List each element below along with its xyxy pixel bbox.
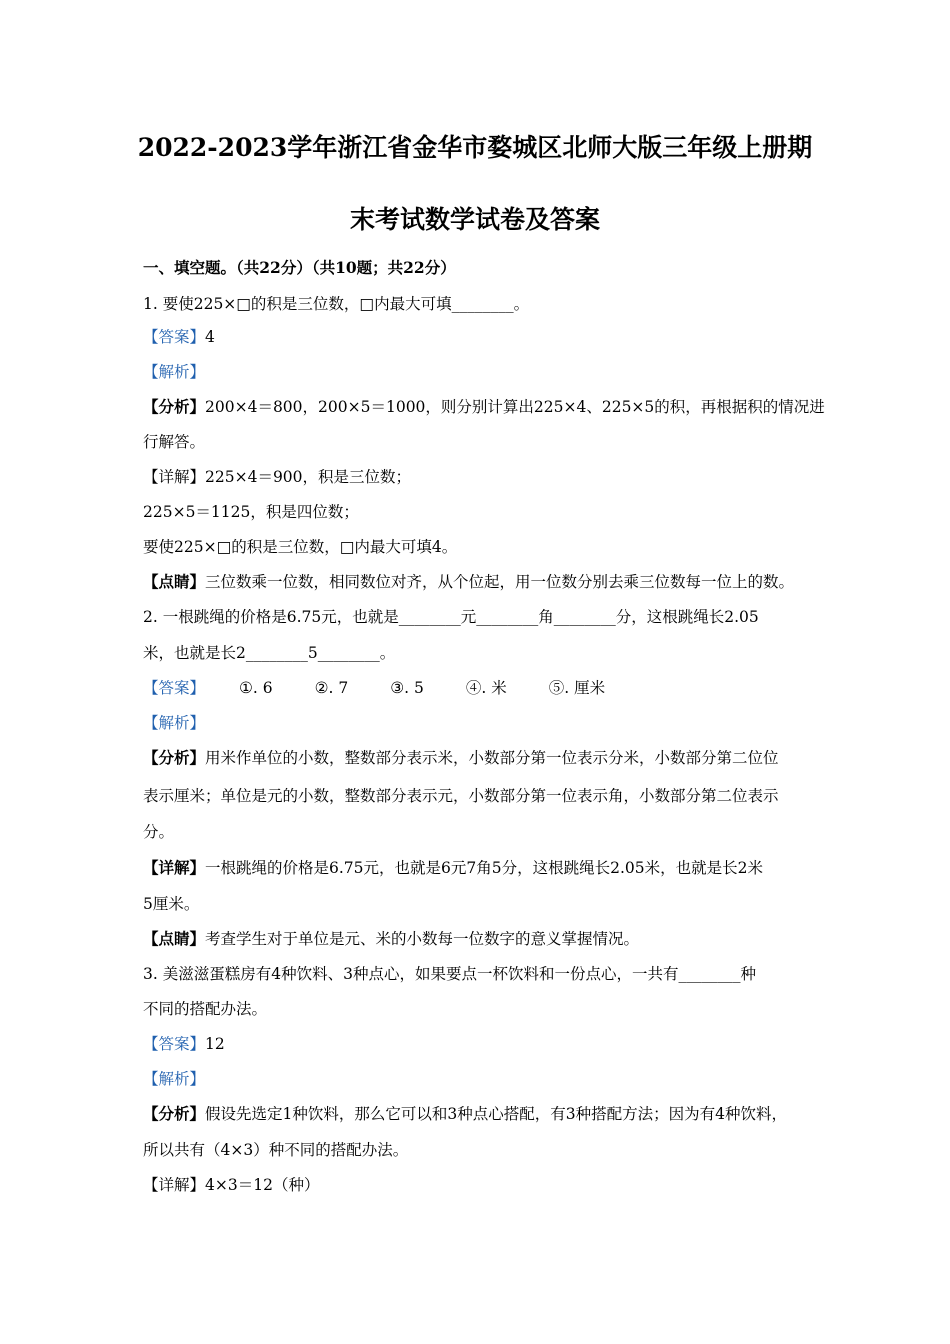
- q3-jiexi-tag: 【解析】: [143, 1070, 206, 1088]
- answer-item-5: ⑤. 厘米: [548, 679, 606, 697]
- xiangjie-text: 225×4＝900，积是三位数；: [205, 468, 412, 486]
- answer-item-4: ④. 米: [465, 679, 507, 697]
- xiangjie-tag: 【详解】: [143, 858, 206, 877]
- q2-answer: [143, 678, 605, 698]
- section-heading: 一、填空题。（共22分）（共10题；共22分）: [143, 258, 456, 277]
- document-title-line-1: 2022-2023学年浙江省金华市婺城区北师大版三年级上册期: [137, 133, 813, 162]
- q2-xiangjie-line-1: [143, 858, 763, 878]
- answer-value: 4: [205, 328, 215, 346]
- answer-value: 12: [205, 1035, 225, 1053]
- q3-xiangjie-line-1: [143, 1175, 319, 1195]
- fenxi-text: 用米作单位的小数，整数部分表示米，小数部分第一位表示分米，小数部分第二位位: [205, 749, 779, 767]
- answer-item-1: ①. 6: [239, 679, 273, 697]
- xiangjie-tag: 【详解】: [143, 468, 206, 486]
- dianjing-tag: 【点睛】: [143, 572, 206, 591]
- answer-item-3: ③. 5: [390, 679, 424, 697]
- q1-dianjing: [143, 572, 794, 592]
- q3-question-line-2: 不同的搭配办法。: [143, 1000, 268, 1018]
- dianjing-tag: 【点睛】: [143, 929, 206, 948]
- q3-fenxi-line-2: 所以共有（4×3）种不同的搭配办法。: [143, 1141, 409, 1159]
- q1-jiexi-tag: 【解析】: [143, 363, 206, 381]
- dianjing-text: 考查学生对于单位是元、米的小数每一位数字的意义掌握情况。: [205, 930, 640, 948]
- q1-fenxi-line-2: 行解答。: [143, 433, 206, 451]
- answer-tag: 【答案】: [143, 1035, 206, 1053]
- answer-item-2: ②. 7: [314, 679, 349, 697]
- q2-fenxi-line-2: 表示厘米；单位是元的小数，整数部分表示元，小数部分第一位表示角，小数部分第二位表示: [143, 787, 779, 805]
- q1-fenxi-line-1: [143, 397, 825, 417]
- q3-question-line-1: 3. 美滋滋蛋糕房有4种饮料、3种点心，如果要点一杯饮料和一份点心，一共有________种: [143, 965, 756, 983]
- q3-fenxi-line-1: [143, 1104, 787, 1124]
- xiangjie-tag: 【详解】: [143, 1176, 206, 1194]
- dianjing-text: 三位数乘一位数，相同数位对齐，从个位起，用一位数分别去乘三位数每一位上的数。: [205, 573, 795, 591]
- q1-xiangjie-line-3: 要使225×□的积是三位数，□内最大可填4。: [143, 538, 458, 556]
- q1-xiangjie-line-1: [143, 467, 411, 487]
- q2-dianjing: [143, 929, 639, 949]
- fenxi-tag: 【分析】: [143, 1104, 206, 1123]
- q1-answer: [143, 327, 215, 347]
- q2-fenxi-line-1: [143, 748, 779, 768]
- q2-question-line-2: 米，也就是长2________5________。: [143, 644, 396, 662]
- xiangjie-text: 4×3＝12（种）: [205, 1176, 320, 1194]
- q2-question-line-1: 2. 一根跳绳的价格是6.75元，也就是________元________角________分，这根跳绳长2.05: [143, 608, 759, 626]
- q2-xiangjie-line-2: 5厘米。: [143, 895, 200, 913]
- answer-tag: 【答案】: [143, 679, 206, 697]
- q3-answer: [143, 1034, 225, 1054]
- fenxi-text: 假设先选定1种饮料，那么它可以和3种点心搭配，有3种搭配方法；因为有4种饮料，: [205, 1105, 787, 1123]
- q2-jiexi-tag: 【解析】: [143, 714, 206, 732]
- answer-tag: 【答案】: [143, 328, 206, 346]
- q2-fenxi-line-3: 分。: [143, 823, 175, 841]
- fenxi-text: 200×4＝800，200×5＝1000，则分别计算出225×4、225×5的积，再根据积的情况进: [205, 398, 825, 416]
- q1-xiangjie-line-2: 225×5＝1125，积是四位数；: [143, 503, 359, 521]
- q1-question: 1. 要使225×□的积是三位数，□内最大可填________。: [143, 295, 530, 313]
- fenxi-tag: 【分析】: [143, 748, 206, 767]
- xiangjie-text: 一根跳绳的价格是6.75元，也就是6元7角5分，这根跳绳长2.05米，也就是长2米: [205, 859, 763, 877]
- document-title-line-2: 末考试数学试卷及答案: [349, 205, 600, 234]
- fenxi-tag: 【分析】: [143, 397, 206, 416]
